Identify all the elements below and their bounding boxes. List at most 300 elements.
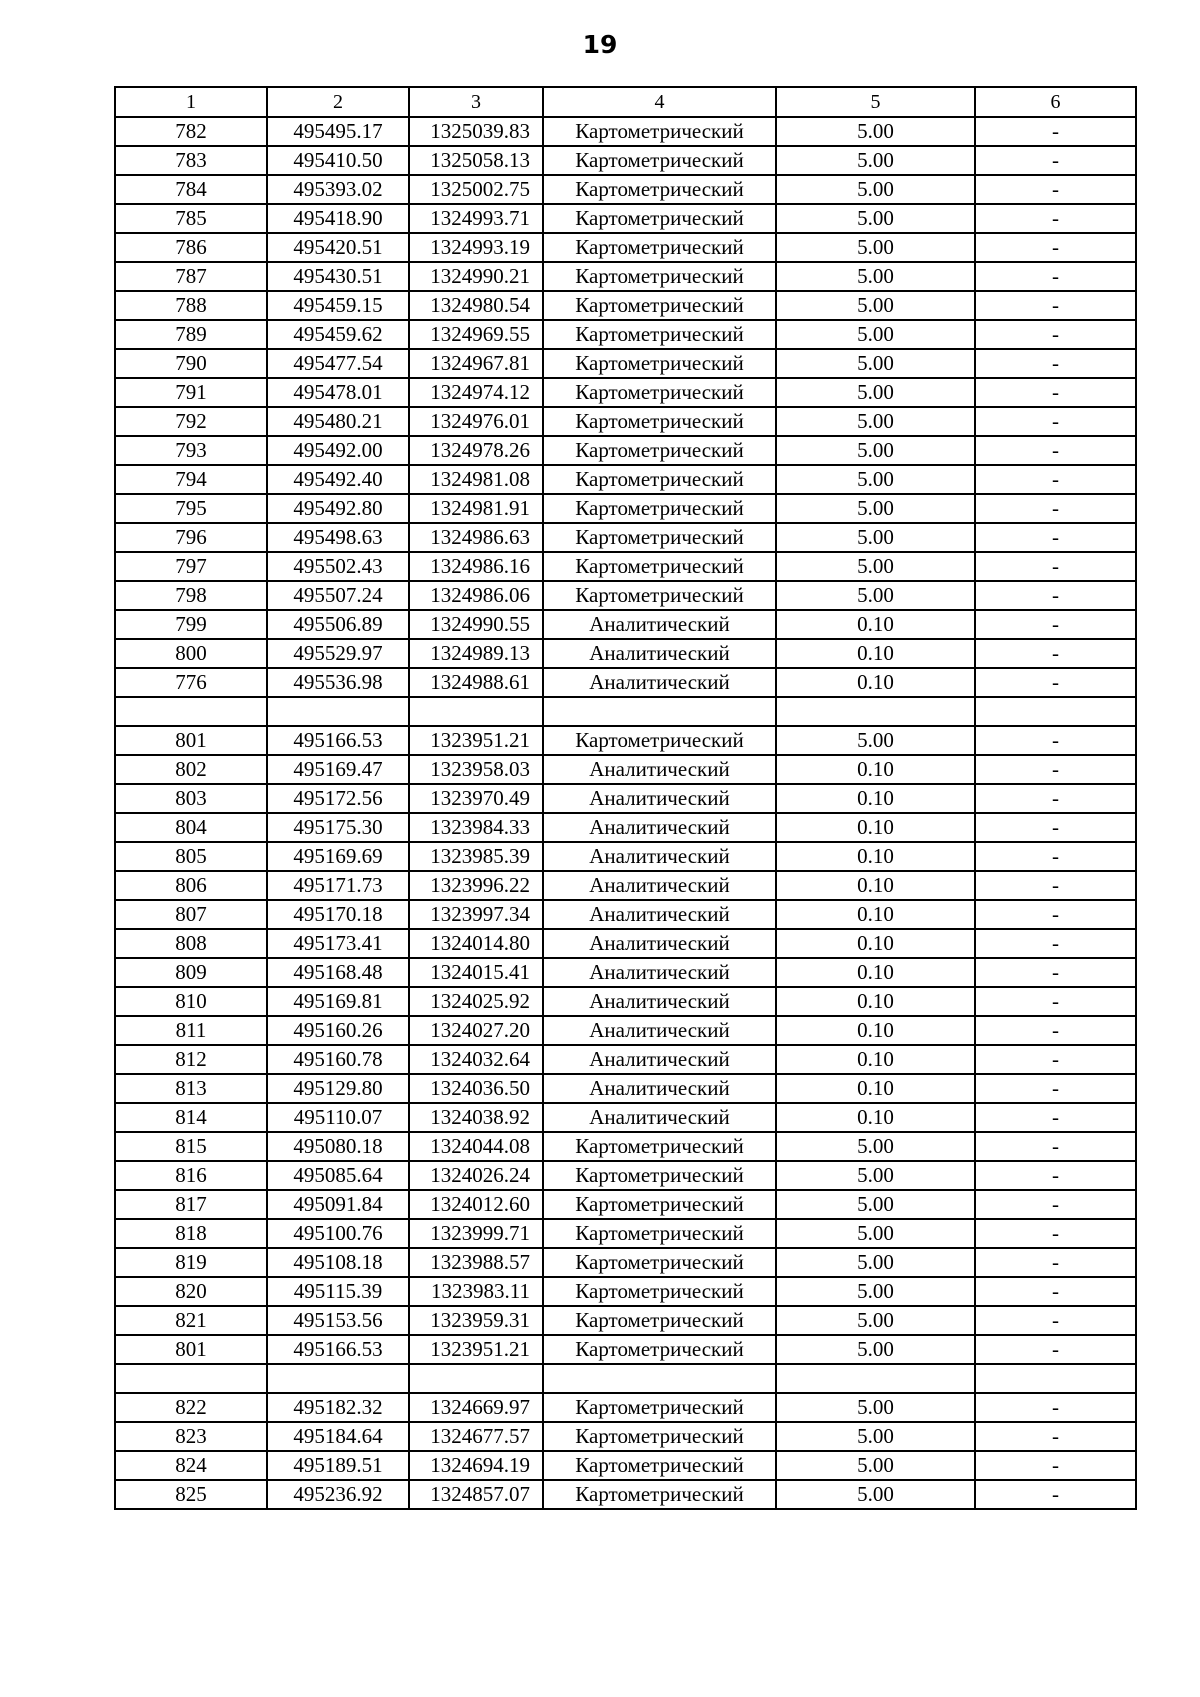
- method-cell: Картометрический: [543, 320, 776, 349]
- accuracy-cell: 0.10: [776, 784, 975, 813]
- point-number-cell: 797: [115, 552, 267, 581]
- accuracy-cell: 5.00: [776, 175, 975, 204]
- point-number-cell: 816: [115, 1161, 267, 1190]
- y-coordinate-cell: 1324038.92: [409, 1103, 543, 1132]
- method-cell: Картометрический: [543, 552, 776, 581]
- x-coordinate-cell: [267, 697, 409, 726]
- x-coordinate-cell: 495492.00: [267, 436, 409, 465]
- table-row: [115, 610, 1136, 639]
- table-row: [115, 117, 1136, 146]
- point-number-cell: 794: [115, 465, 267, 494]
- point-number-cell: [115, 697, 267, 726]
- y-coordinate-cell: 1323996.22: [409, 871, 543, 900]
- point-number-cell: 804: [115, 813, 267, 842]
- accuracy-cell: 5.00: [776, 1277, 975, 1306]
- method-cell: Аналитический: [543, 958, 776, 987]
- note-cell: -: [975, 349, 1136, 378]
- note-cell: -: [975, 1132, 1136, 1161]
- point-number-cell: 809: [115, 958, 267, 987]
- method-cell: Картометрический: [543, 1277, 776, 1306]
- method-cell: Картометрический: [543, 726, 776, 755]
- note-cell: -: [975, 262, 1136, 291]
- point-number-cell: 805: [115, 842, 267, 871]
- point-number-cell: 802: [115, 755, 267, 784]
- note-cell: -: [975, 842, 1136, 871]
- note-cell: -: [975, 117, 1136, 146]
- table-row: [115, 146, 1136, 175]
- table-row: [115, 784, 1136, 813]
- method-cell: Аналитический: [543, 987, 776, 1016]
- accuracy-cell: 5.00: [776, 465, 975, 494]
- x-coordinate-cell: 495108.18: [267, 1248, 409, 1277]
- x-coordinate-cell: 495478.01: [267, 378, 409, 407]
- column-header-3: 3: [409, 87, 543, 117]
- x-coordinate-cell: 495160.78: [267, 1045, 409, 1074]
- method-cell: Аналитический: [543, 1045, 776, 1074]
- point-number-cell: 788: [115, 291, 267, 320]
- table-body: [115, 117, 1136, 1509]
- accuracy-cell: 0.10: [776, 1016, 975, 1045]
- y-coordinate-cell: 1324990.21: [409, 262, 543, 291]
- point-number-cell: 820: [115, 1277, 267, 1306]
- x-coordinate-cell: 495492.80: [267, 494, 409, 523]
- table-row: [115, 1161, 1136, 1190]
- x-coordinate-cell: 495502.43: [267, 552, 409, 581]
- table-row: [115, 262, 1136, 291]
- point-number-cell: 811: [115, 1016, 267, 1045]
- accuracy-cell: 5.00: [776, 320, 975, 349]
- method-cell: Аналитический: [543, 1074, 776, 1103]
- column-header-5: 5: [776, 87, 975, 117]
- y-coordinate-cell: 1324976.01: [409, 407, 543, 436]
- y-coordinate-cell: 1323958.03: [409, 755, 543, 784]
- y-coordinate-cell: 1324044.08: [409, 1132, 543, 1161]
- method-cell: Картометрический: [543, 523, 776, 552]
- y-coordinate-cell: 1324974.12: [409, 378, 543, 407]
- page-number: 19: [582, 30, 618, 59]
- x-coordinate-cell: 495129.80: [267, 1074, 409, 1103]
- x-coordinate-cell: 495169.69: [267, 842, 409, 871]
- method-cell: Аналитический: [543, 871, 776, 900]
- x-coordinate-cell: 495459.62: [267, 320, 409, 349]
- point-number-cell: 817: [115, 1190, 267, 1219]
- accuracy-cell: 5.00: [776, 233, 975, 262]
- note-cell: -: [975, 639, 1136, 668]
- method-cell: Картометрический: [543, 1219, 776, 1248]
- table-row: [115, 320, 1136, 349]
- point-number-cell: 787: [115, 262, 267, 291]
- point-number-cell: 815: [115, 1132, 267, 1161]
- accuracy-cell: 5.00: [776, 726, 975, 755]
- point-number-cell: 821: [115, 1306, 267, 1335]
- accuracy-cell: 0.10: [776, 842, 975, 871]
- y-coordinate-cell: 1325039.83: [409, 117, 543, 146]
- accuracy-cell: 0.10: [776, 900, 975, 929]
- method-cell: Картометрический: [543, 204, 776, 233]
- y-coordinate-cell: 1324993.19: [409, 233, 543, 262]
- table-row: [115, 668, 1136, 697]
- y-coordinate-cell: 1323983.11: [409, 1277, 543, 1306]
- point-number-cell: 801: [115, 726, 267, 755]
- method-cell: Картометрический: [543, 1248, 776, 1277]
- table-row: [115, 929, 1136, 958]
- y-coordinate-cell: 1324036.50: [409, 1074, 543, 1103]
- point-number-cell: 790: [115, 349, 267, 378]
- note-cell: -: [975, 1161, 1136, 1190]
- x-coordinate-cell: [267, 1364, 409, 1393]
- note-cell: -: [975, 1480, 1136, 1509]
- method-cell: Картометрический: [543, 262, 776, 291]
- point-number-cell: 822: [115, 1393, 267, 1422]
- accuracy-cell: 5.00: [776, 1451, 975, 1480]
- table-row: [115, 407, 1136, 436]
- note-cell: -: [975, 204, 1136, 233]
- note-cell: -: [975, 523, 1136, 552]
- y-coordinate-cell: 1324669.97: [409, 1393, 543, 1422]
- method-cell: Аналитический: [543, 668, 776, 697]
- y-coordinate-cell: 1323988.57: [409, 1248, 543, 1277]
- note-cell: -: [975, 175, 1136, 204]
- method-cell: Картометрический: [543, 494, 776, 523]
- table-row: [115, 1248, 1136, 1277]
- accuracy-cell: 0.10: [776, 871, 975, 900]
- note-cell: -: [975, 320, 1136, 349]
- table-row: [115, 436, 1136, 465]
- x-coordinate-cell: 495160.26: [267, 1016, 409, 1045]
- y-coordinate-cell: 1323951.21: [409, 726, 543, 755]
- y-coordinate-cell: 1324015.41: [409, 958, 543, 987]
- method-cell: Аналитический: [543, 1016, 776, 1045]
- point-number-cell: 812: [115, 1045, 267, 1074]
- point-number-cell: [115, 1364, 267, 1393]
- note-cell: -: [975, 146, 1136, 175]
- accuracy-cell: 5.00: [776, 1335, 975, 1364]
- y-coordinate-cell: 1323970.49: [409, 784, 543, 813]
- table-row: [115, 1306, 1136, 1335]
- accuracy-cell: 5.00: [776, 117, 975, 146]
- table-row: [115, 1103, 1136, 1132]
- accuracy-cell: 5.00: [776, 1248, 975, 1277]
- table-row: [115, 581, 1136, 610]
- method-cell: Картометрический: [543, 1451, 776, 1480]
- x-coordinate-cell: 495495.17: [267, 117, 409, 146]
- table-row: [115, 697, 1136, 726]
- note-cell: -: [975, 610, 1136, 639]
- accuracy-cell: [776, 1364, 975, 1393]
- accuracy-cell: 0.10: [776, 1103, 975, 1132]
- point-number-cell: 784: [115, 175, 267, 204]
- method-cell: Картометрический: [543, 1161, 776, 1190]
- method-cell: Аналитический: [543, 610, 776, 639]
- accuracy-cell: 5.00: [776, 1161, 975, 1190]
- x-coordinate-cell: 495115.39: [267, 1277, 409, 1306]
- table-row: [115, 987, 1136, 1016]
- y-coordinate-cell: 1323999.71: [409, 1219, 543, 1248]
- x-coordinate-cell: 495507.24: [267, 581, 409, 610]
- accuracy-cell: 5.00: [776, 146, 975, 175]
- x-coordinate-cell: 495477.54: [267, 349, 409, 378]
- x-coordinate-cell: 495418.90: [267, 204, 409, 233]
- x-coordinate-cell: 495169.47: [267, 755, 409, 784]
- method-cell: Картометрический: [543, 1306, 776, 1335]
- accuracy-cell: 0.10: [776, 1074, 975, 1103]
- y-coordinate-cell: 1325002.75: [409, 175, 543, 204]
- point-number-cell: 785: [115, 204, 267, 233]
- method-cell: Аналитический: [543, 929, 776, 958]
- point-number-cell: 813: [115, 1074, 267, 1103]
- x-coordinate-cell: 495166.53: [267, 1335, 409, 1364]
- accuracy-cell: 5.00: [776, 1422, 975, 1451]
- table-row: [115, 755, 1136, 784]
- table-row: [115, 1422, 1136, 1451]
- table-row: [115, 291, 1136, 320]
- y-coordinate-cell: [409, 1364, 543, 1393]
- x-coordinate-cell: 495480.21: [267, 407, 409, 436]
- accuracy-cell: 0.10: [776, 987, 975, 1016]
- y-coordinate-cell: 1324986.63: [409, 523, 543, 552]
- y-coordinate-cell: 1324988.61: [409, 668, 543, 697]
- y-coordinate-cell: 1324967.81: [409, 349, 543, 378]
- accuracy-cell: 5.00: [776, 349, 975, 378]
- point-number-cell: 824: [115, 1451, 267, 1480]
- accuracy-cell: 5.00: [776, 1480, 975, 1509]
- point-number-cell: 800: [115, 639, 267, 668]
- point-number-cell: 791: [115, 378, 267, 407]
- y-coordinate-cell: 1324993.71: [409, 204, 543, 233]
- accuracy-cell: 0.10: [776, 668, 975, 697]
- point-number-cell: 806: [115, 871, 267, 900]
- table-row: [115, 552, 1136, 581]
- accuracy-cell: 5.00: [776, 378, 975, 407]
- point-number-cell: 783: [115, 146, 267, 175]
- accuracy-cell: 0.10: [776, 639, 975, 668]
- x-coordinate-cell: 495091.84: [267, 1190, 409, 1219]
- method-cell: Картометрический: [543, 581, 776, 610]
- method-cell: Аналитический: [543, 784, 776, 813]
- method-cell: Картометрический: [543, 436, 776, 465]
- y-coordinate-cell: 1323984.33: [409, 813, 543, 842]
- point-number-cell: 798: [115, 581, 267, 610]
- y-coordinate-cell: 1324986.06: [409, 581, 543, 610]
- point-number-cell: 792: [115, 407, 267, 436]
- accuracy-cell: 0.10: [776, 610, 975, 639]
- table-row: [115, 1480, 1136, 1509]
- table-row: [115, 726, 1136, 755]
- note-cell: -: [975, 726, 1136, 755]
- note-cell: [975, 1364, 1136, 1393]
- note-cell: -: [975, 552, 1136, 581]
- y-coordinate-cell: 1324027.20: [409, 1016, 543, 1045]
- note-cell: -: [975, 784, 1136, 813]
- x-coordinate-cell: 495492.40: [267, 465, 409, 494]
- method-cell: Картометрический: [543, 1190, 776, 1219]
- x-coordinate-cell: 495085.64: [267, 1161, 409, 1190]
- x-coordinate-cell: 495153.56: [267, 1306, 409, 1335]
- x-coordinate-cell: 495236.92: [267, 1480, 409, 1509]
- point-number-cell: 823: [115, 1422, 267, 1451]
- note-cell: -: [975, 871, 1136, 900]
- note-cell: -: [975, 1190, 1136, 1219]
- note-cell: -: [975, 1451, 1136, 1480]
- column-header-4: 4: [543, 87, 776, 117]
- point-number-cell: 789: [115, 320, 267, 349]
- note-cell: -: [975, 755, 1136, 784]
- y-coordinate-cell: 1325058.13: [409, 146, 543, 175]
- y-coordinate-cell: 1324677.57: [409, 1422, 543, 1451]
- y-coordinate-cell: 1324694.19: [409, 1451, 543, 1480]
- table-row: [115, 813, 1136, 842]
- note-cell: [975, 697, 1136, 726]
- note-cell: -: [975, 813, 1136, 842]
- method-cell: Аналитический: [543, 755, 776, 784]
- x-coordinate-cell: 495410.50: [267, 146, 409, 175]
- method-cell: Картометрический: [543, 175, 776, 204]
- table-row: [115, 1364, 1136, 1393]
- table-row: [115, 1132, 1136, 1161]
- table-row: [115, 1277, 1136, 1306]
- note-cell: -: [975, 494, 1136, 523]
- y-coordinate-cell: 1323959.31: [409, 1306, 543, 1335]
- accuracy-cell: [776, 697, 975, 726]
- note-cell: -: [975, 407, 1136, 436]
- table-row: [115, 1045, 1136, 1074]
- accuracy-cell: 5.00: [776, 552, 975, 581]
- y-coordinate-cell: 1324026.24: [409, 1161, 543, 1190]
- note-cell: -: [975, 1248, 1136, 1277]
- note-cell: -: [975, 900, 1136, 929]
- note-cell: -: [975, 668, 1136, 697]
- x-coordinate-cell: 495080.18: [267, 1132, 409, 1161]
- method-cell: Аналитический: [543, 1103, 776, 1132]
- method-cell: Картометрический: [543, 146, 776, 175]
- method-cell: Аналитический: [543, 842, 776, 871]
- note-cell: -: [975, 1422, 1136, 1451]
- note-cell: -: [975, 1306, 1136, 1335]
- note-cell: -: [975, 1335, 1136, 1364]
- y-coordinate-cell: 1323951.21: [409, 1335, 543, 1364]
- x-coordinate-cell: 495536.98: [267, 668, 409, 697]
- accuracy-cell: 5.00: [776, 494, 975, 523]
- accuracy-cell: 5.00: [776, 1393, 975, 1422]
- x-coordinate-cell: 495420.51: [267, 233, 409, 262]
- point-number-cell: 807: [115, 900, 267, 929]
- y-coordinate-cell: 1324989.13: [409, 639, 543, 668]
- table-row: [115, 1335, 1136, 1364]
- method-cell: Картометрический: [543, 407, 776, 436]
- point-number-cell: 810: [115, 987, 267, 1016]
- x-coordinate-cell: 495189.51: [267, 1451, 409, 1480]
- y-coordinate-cell: 1324981.91: [409, 494, 543, 523]
- table-row: [115, 378, 1136, 407]
- accuracy-cell: 5.00: [776, 436, 975, 465]
- accuracy-cell: 5.00: [776, 291, 975, 320]
- y-coordinate-cell: 1324978.26: [409, 436, 543, 465]
- method-cell: Картометрический: [543, 291, 776, 320]
- x-coordinate-cell: 495529.97: [267, 639, 409, 668]
- column-header-1: 1: [115, 87, 267, 117]
- accuracy-cell: 0.10: [776, 929, 975, 958]
- note-cell: -: [975, 1277, 1136, 1306]
- x-coordinate-cell: 495100.76: [267, 1219, 409, 1248]
- coordinates-table: [114, 86, 1137, 1510]
- table-row: [115, 1451, 1136, 1480]
- method-cell: Картометрический: [543, 233, 776, 262]
- note-cell: -: [975, 1103, 1136, 1132]
- table-row: [115, 233, 1136, 262]
- accuracy-cell: 5.00: [776, 523, 975, 552]
- x-coordinate-cell: 495169.81: [267, 987, 409, 1016]
- method-cell: Картометрический: [543, 1393, 776, 1422]
- note-cell: -: [975, 581, 1136, 610]
- point-number-cell: 819: [115, 1248, 267, 1277]
- x-coordinate-cell: 495459.15: [267, 291, 409, 320]
- y-coordinate-cell: 1323997.34: [409, 900, 543, 929]
- table-row: [115, 494, 1136, 523]
- note-cell: -: [975, 291, 1136, 320]
- method-cell: Картометрический: [543, 1132, 776, 1161]
- accuracy-cell: 5.00: [776, 1190, 975, 1219]
- x-coordinate-cell: 495110.07: [267, 1103, 409, 1132]
- x-coordinate-cell: 495184.64: [267, 1422, 409, 1451]
- x-coordinate-cell: 495430.51: [267, 262, 409, 291]
- accuracy-cell: 0.10: [776, 1045, 975, 1074]
- table-row: [115, 871, 1136, 900]
- note-cell: -: [975, 1016, 1136, 1045]
- y-coordinate-cell: 1324032.64: [409, 1045, 543, 1074]
- method-cell: Аналитический: [543, 900, 776, 929]
- method-cell: Картометрический: [543, 1422, 776, 1451]
- table-row: [115, 1074, 1136, 1103]
- y-coordinate-cell: 1324857.07: [409, 1480, 543, 1509]
- method-cell: Картометрический: [543, 1335, 776, 1364]
- y-coordinate-cell: 1324014.80: [409, 929, 543, 958]
- point-number-cell: 795: [115, 494, 267, 523]
- table-row: [115, 465, 1136, 494]
- table-header: [115, 87, 1136, 117]
- x-coordinate-cell: 495182.32: [267, 1393, 409, 1422]
- point-number-cell: 782: [115, 117, 267, 146]
- note-cell: -: [975, 465, 1136, 494]
- note-cell: -: [975, 1219, 1136, 1248]
- point-number-cell: 793: [115, 436, 267, 465]
- point-number-cell: 825: [115, 1480, 267, 1509]
- table-row: [115, 175, 1136, 204]
- x-coordinate-cell: 495175.30: [267, 813, 409, 842]
- accuracy-cell: 5.00: [776, 204, 975, 233]
- note-cell: -: [975, 1045, 1136, 1074]
- method-cell: Картометрический: [543, 117, 776, 146]
- note-cell: -: [975, 1074, 1136, 1103]
- accuracy-cell: 5.00: [776, 1306, 975, 1335]
- method-cell: Аналитический: [543, 813, 776, 842]
- table-row: [115, 842, 1136, 871]
- accuracy-cell: 5.00: [776, 1132, 975, 1161]
- point-number-cell: 799: [115, 610, 267, 639]
- method-cell: Картометрический: [543, 349, 776, 378]
- point-number-cell: 818: [115, 1219, 267, 1248]
- table-row: [115, 1190, 1136, 1219]
- note-cell: -: [975, 1393, 1136, 1422]
- accuracy-cell: 5.00: [776, 581, 975, 610]
- y-coordinate-cell: 1324986.16: [409, 552, 543, 581]
- note-cell: -: [975, 233, 1136, 262]
- table-row: [115, 639, 1136, 668]
- note-cell: -: [975, 987, 1136, 1016]
- accuracy-cell: 0.10: [776, 813, 975, 842]
- x-coordinate-cell: 495166.53: [267, 726, 409, 755]
- x-coordinate-cell: 495172.56: [267, 784, 409, 813]
- y-coordinate-cell: [409, 697, 543, 726]
